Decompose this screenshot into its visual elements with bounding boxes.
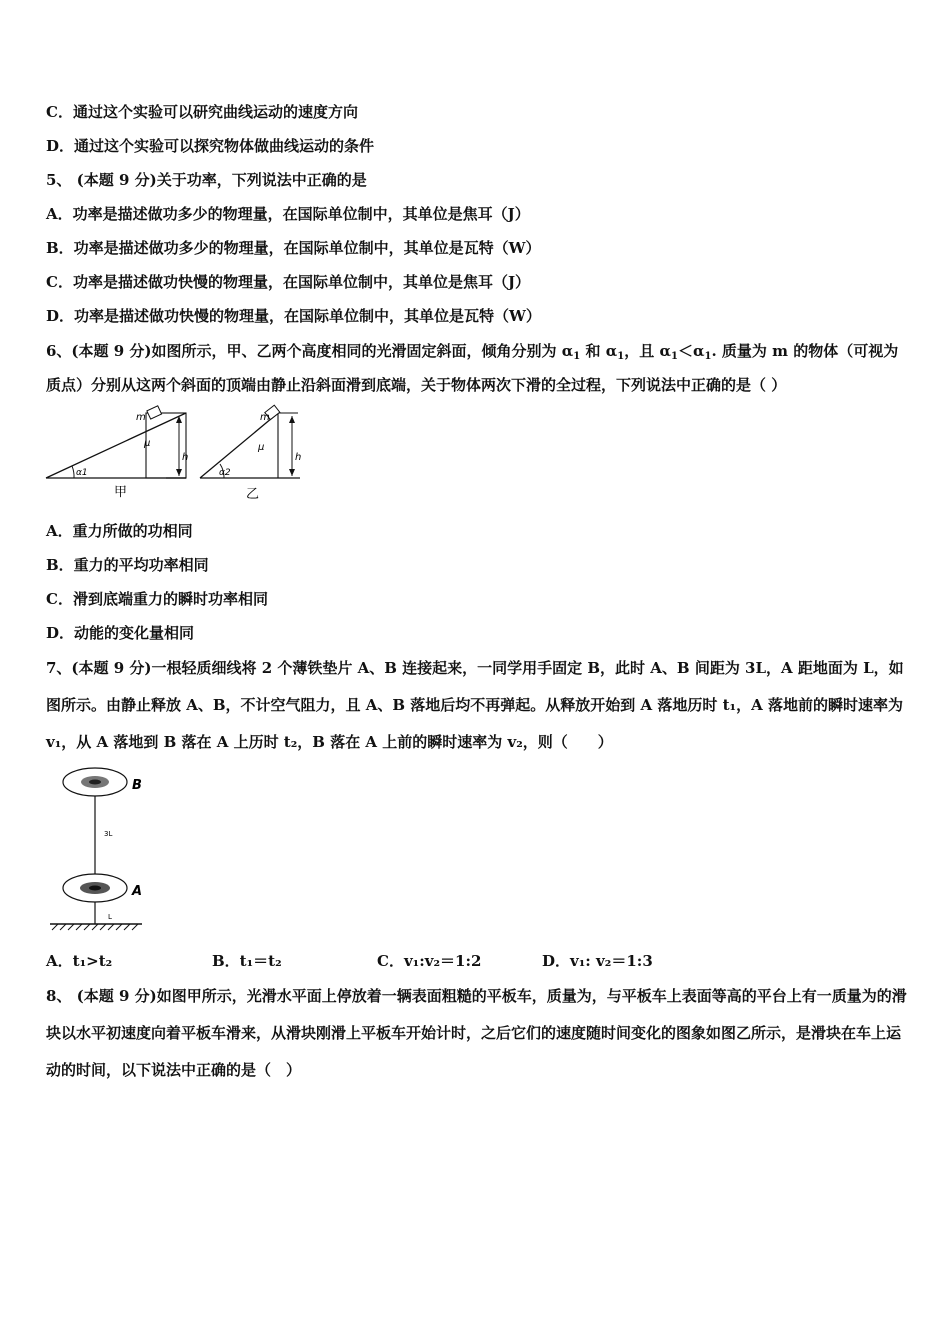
- q7-option-a: A．t₁>t₂: [46, 952, 113, 970]
- q6-option-d: D．动能的变化量相同: [46, 624, 195, 642]
- q6-mu-label-jia: μ: [144, 438, 151, 449]
- q7-gap-label: 3L: [104, 830, 113, 838]
- q6-stem: 6、(本题 9 分)如图所示，甲、乙两个高度相同的光滑固定斜面，倾角分别为 $\alpha_1$ 和 $\alpha_1$，且 $\alpha_1<\alpha_1$. 质量为 m 的物体（可视为质点）分别从这两个斜面的顶端由静止沿斜面滑到底端，关于物体两次下滑的全过程，下列说法中正确的是（ ）: [46, 342, 899, 394]
- q6-mu-label-yi: μ: [258, 442, 265, 453]
- q7-option-c: C．v₁:v₂＝1:2: [377, 952, 482, 970]
- q7-a-label: A: [132, 884, 143, 899]
- q6-mass-label-yi: m: [260, 412, 270, 423]
- q7-ground-gap-label: L: [108, 913, 112, 921]
- q7-stem: 7、(本题 9 分)一根轻质细线将 2 个薄铁垫片 A、B 连接起来，一同学用手固定 B，此时 A、B 间距为 3L，A 距地面为 L，如图所示。由静止释放 A、B，不计空气阻力，且 A、B 落地后均不再弹起。从释放开始到 A 落地历时 t₁，A 落地前的瞬时速率为 v₁，从 A 落地到 B 落在 A 上历时 t₂，B 落在 A 上前的瞬时速率为 v₂，则（ ）: [46, 659, 904, 751]
- q6-alpha1-label: α1: [76, 468, 88, 478]
- q6-h-label-yi: h: [295, 452, 302, 463]
- q6-alpha2-label: α2: [219, 468, 231, 478]
- q5-stem: 5、 (本题 9 分)关于功率，下列说法中正确的是: [46, 171, 367, 189]
- q6-block-jia: [147, 406, 162, 419]
- q6-jia-label: 甲: [114, 485, 128, 500]
- q5-option-b: B．功率是描述做功多少的物理量，在国际单位制中，其单位是瓦特（W）: [46, 239, 541, 257]
- q6-h-label-jia: h: [182, 452, 189, 463]
- q6-option-c: C．滑到底端重力的瞬时功率相同: [46, 590, 268, 608]
- q5-option-c: C．功率是描述做功快慢的物理量，在国际单位制中，其单位是焦耳（J）: [46, 273, 531, 291]
- q6-mass-label-jia: m: [136, 412, 146, 423]
- q6-option-b: B．重力的平均功率相同: [46, 556, 209, 574]
- q4-option-d: D．通过这个实验可以探究物体做曲线运动的条件: [46, 137, 375, 155]
- q7-washers-figure: [46, 762, 156, 934]
- q6-yi-label: 乙: [246, 487, 260, 502]
- q7-option-d: D．v₁: v₂＝1:3: [542, 952, 653, 970]
- q5-option-d: D．功率是描述做功快慢的物理量，在国际单位制中，其单位是瓦特（W）: [46, 307, 541, 325]
- q5-option-a: A．功率是描述做功多少的物理量，在国际单位制中，其单位是焦耳（J）: [46, 205, 530, 223]
- q7-option-b: B．t₁＝t₂: [212, 952, 282, 970]
- q8-stem: 8、 (本题 9 分)如图甲所示，光滑水平面上停放着一辆表面粗糙的平板车，质量为，与平板车上表面等高的平台上有一质量为的滑块以水平初速度向着平板车滑来，从滑块刚滑上平板车开始计时，之后它们的速度随时间变化的图象如图乙所示，是滑块在车上运动的时间，以下说法中正确的是（ ）: [46, 987, 907, 1079]
- q6-incline-figure: [40, 404, 310, 504]
- q6-option-a: A．重力所做的功相同: [46, 522, 193, 540]
- q7-b-label: B: [132, 778, 142, 793]
- q4-option-c: C．通过这个实验可以研究曲线运动的速度方向: [46, 103, 358, 121]
